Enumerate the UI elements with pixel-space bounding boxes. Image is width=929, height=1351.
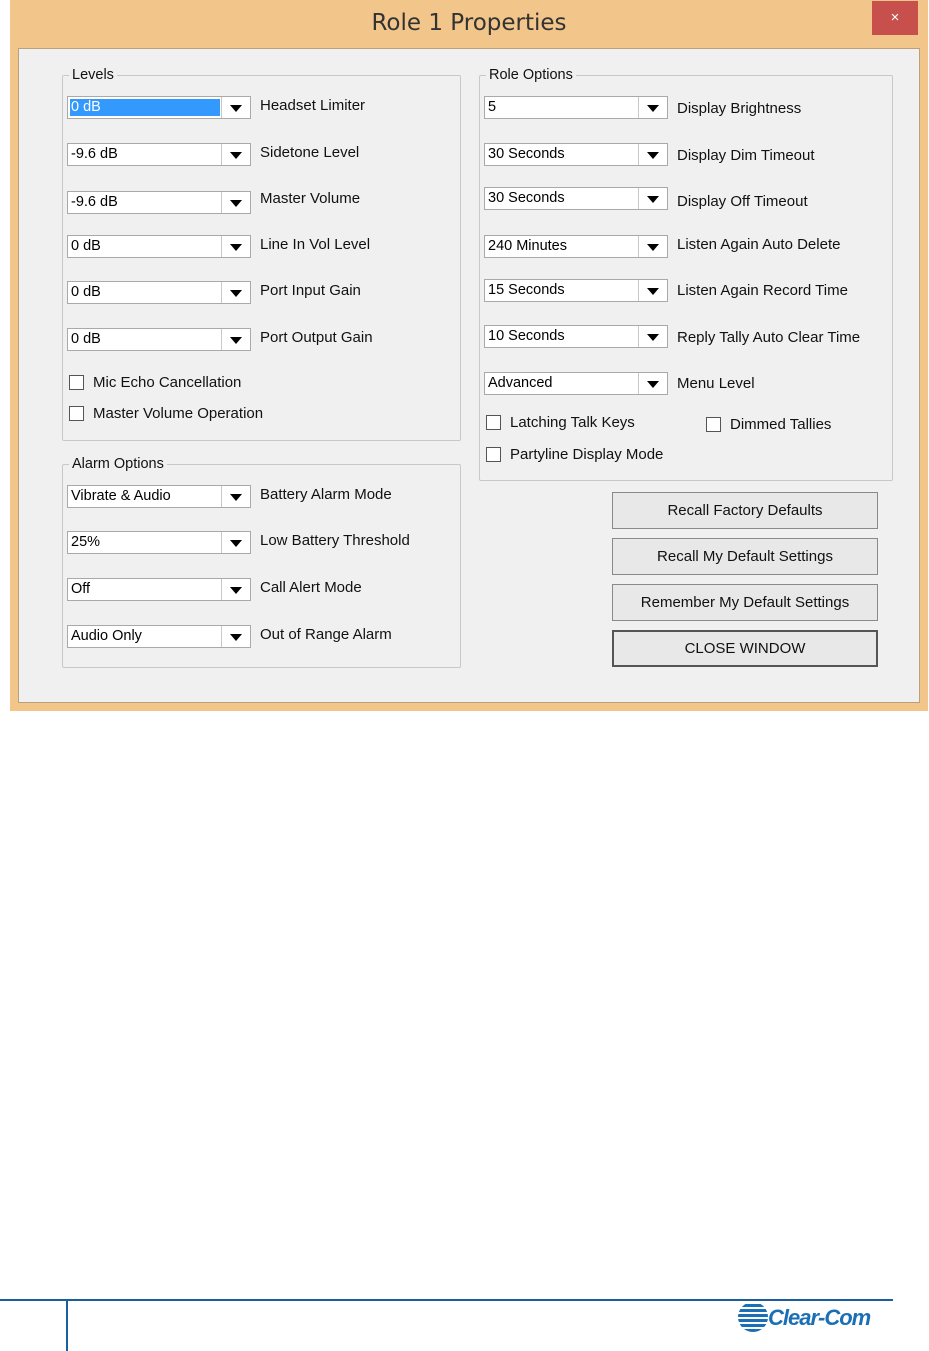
recall-my-default-settings-button[interactable]: Recall My Default Settings (612, 538, 878, 575)
sidetone-level-select[interactable] (67, 143, 251, 166)
display-off-timeout-select[interactable] (484, 187, 668, 210)
chevron-down-icon[interactable] (638, 97, 667, 118)
chevron-down-icon[interactable] (221, 486, 250, 507)
footer-rule (0, 1299, 893, 1301)
recall-factory-defaults-button[interactable]: Recall Factory Defaults (612, 492, 878, 529)
display-brightness-value: 5 (488, 99, 497, 115)
sidetone-level-label: Sidetone Level (260, 144, 360, 161)
chevron-down-icon[interactable] (638, 373, 667, 394)
menu-level-select[interactable] (484, 372, 668, 395)
listen-again-auto-delete-value: 240 Minutes (488, 238, 567, 254)
listen-again-auto-delete-label: Listen Again Auto Delete (677, 236, 841, 253)
dimmed-tallies-checkbox[interactable] (706, 417, 721, 432)
chevron-down-icon[interactable] (638, 144, 667, 165)
remember-my-default-settings-button[interactable]: Remember My Default Settings (612, 584, 878, 621)
chevron-down-icon[interactable] (221, 329, 250, 350)
levels-legend: Levels (69, 67, 117, 83)
low-battery-threshold-value: 25% (71, 534, 101, 550)
close-window-button[interactable]: CLOSE WINDOW (612, 630, 878, 667)
chevron-down-icon[interactable] (221, 626, 250, 647)
menu-level-label: Menu Level (677, 375, 755, 392)
role-options-legend: Role Options (486, 67, 576, 83)
out-of-range-alarm-value: Audio Only (71, 628, 142, 644)
partyline-display-mode-label: Partyline Display Mode (510, 446, 664, 463)
port-input-gain-value: 0 dB (71, 284, 101, 300)
reply-tally-auto-clear-label: Reply Tally Auto Clear Time (677, 329, 861, 346)
reply-tally-auto-clear-value: 10 Seconds (488, 328, 565, 344)
master-volume-operation-label: Master Volume Operation (93, 405, 264, 422)
battery-alarm-mode-select[interactable] (67, 485, 251, 508)
port-output-gain-value: 0 dB (71, 331, 101, 347)
chevron-down-icon[interactable] (221, 579, 250, 600)
mic-echo-cancellation-checkbox[interactable] (69, 375, 84, 390)
latching-talk-keys-checkbox[interactable] (486, 415, 501, 430)
dimmed-tallies-label: Dimmed Tallies (730, 416, 832, 433)
display-brightness-select[interactable] (484, 96, 668, 119)
master-volume-label: Master Volume (260, 190, 361, 207)
clear-com-logo (738, 1302, 888, 1334)
line-in-vol-label: Line In Vol Level (260, 236, 371, 253)
out-of-range-alarm-label: Out of Range Alarm (260, 626, 392, 643)
low-battery-threshold-select[interactable] (67, 531, 251, 554)
alarm-options-legend: Alarm Options (69, 456, 167, 472)
reply-tally-auto-clear-select[interactable] (484, 325, 668, 348)
line-in-vol-value: 0 dB (71, 238, 101, 254)
dialog-client-area (18, 48, 920, 703)
latching-talk-keys-label: Latching Talk Keys (510, 414, 635, 431)
call-alert-mode-value: Off (71, 581, 91, 597)
listen-again-record-time-label: Listen Again Record Time (677, 282, 848, 299)
chevron-down-icon[interactable] (638, 280, 667, 301)
listen-again-record-time-select[interactable] (484, 279, 668, 302)
partyline-display-mode-checkbox[interactable] (486, 447, 501, 462)
master-volume-value: -9.6 dB (71, 194, 118, 210)
master-volume-operation-checkbox[interactable] (69, 406, 84, 421)
chevron-down-icon[interactable] (638, 236, 667, 257)
listen-again-record-time-value: 15 Seconds (488, 282, 565, 298)
chevron-down-icon[interactable] (221, 282, 250, 303)
logo-swirl-icon (738, 1302, 768, 1332)
close-icon[interactable]: × (872, 1, 918, 35)
line-in-vol-select[interactable] (67, 235, 251, 258)
display-brightness-label: Display Brightness (677, 100, 802, 117)
mic-echo-cancellation-label: Mic Echo Cancellation (93, 374, 242, 391)
call-alert-mode-label: Call Alert Mode (260, 579, 362, 596)
port-output-gain-select[interactable] (67, 328, 251, 351)
chevron-down-icon[interactable] (221, 532, 250, 553)
display-off-timeout-label: Display Off Timeout (677, 193, 808, 210)
battery-alarm-mode-label: Battery Alarm Mode (260, 486, 392, 503)
call-alert-mode-select[interactable] (67, 578, 251, 601)
display-dim-timeout-label: Display Dim Timeout (677, 147, 815, 164)
battery-alarm-mode-value: Vibrate & Audio (71, 488, 171, 504)
display-dim-timeout-value: 30 Seconds (488, 146, 565, 162)
headset-limiter-label: Headset Limiter (260, 97, 366, 114)
window-title: Role 1 Properties (371, 10, 567, 36)
chevron-down-icon[interactable] (638, 326, 667, 347)
display-dim-timeout-select[interactable] (484, 143, 668, 166)
dialog-window (10, 0, 928, 711)
chevron-down-icon[interactable] (638, 188, 667, 209)
chevron-down-icon[interactable] (221, 97, 250, 118)
out-of-range-alarm-select[interactable] (67, 625, 251, 648)
low-battery-threshold-label: Low Battery Threshold (260, 532, 410, 549)
chevron-down-icon[interactable] (221, 236, 250, 257)
title-bar[interactable] (10, 0, 928, 48)
headset-limiter-value: 0 dB (70, 99, 220, 116)
footer-tick (66, 1299, 68, 1351)
logo-text: Clear-Com (768, 1305, 871, 1330)
port-input-gain-select[interactable] (67, 281, 251, 304)
port-input-gain-label: Port Input Gain (260, 282, 361, 299)
port-output-gain-label: Port Output Gain (260, 329, 373, 346)
chevron-down-icon[interactable] (221, 192, 250, 213)
headset-limiter-select[interactable] (67, 96, 251, 119)
display-off-timeout-value: 30 Seconds (488, 190, 565, 206)
sidetone-level-value: -9.6 dB (71, 146, 118, 162)
master-volume-select[interactable] (67, 191, 251, 214)
listen-again-auto-delete-select[interactable] (484, 235, 668, 258)
menu-level-value: Advanced (488, 375, 553, 391)
chevron-down-icon[interactable] (221, 144, 250, 165)
